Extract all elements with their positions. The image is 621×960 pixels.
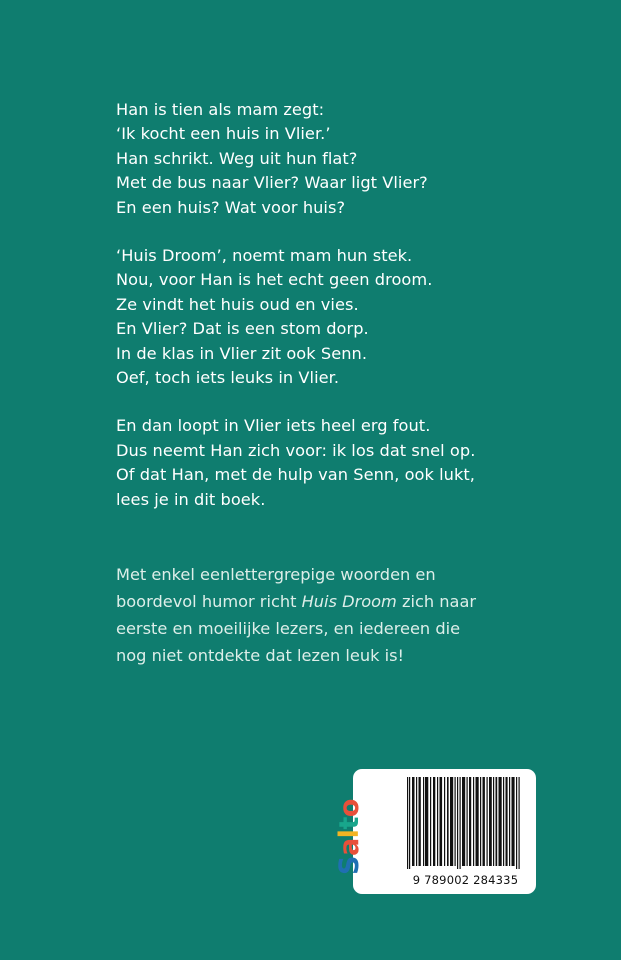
publisher-logo-text (336, 799, 364, 875)
blurb-line: En dan loopt in Vlier iets heel erg fout. (116, 416, 431, 436)
blurb-stanza-3 (116, 414, 536, 512)
blurb-line: ‘Huis Droom’, noemt mam hun stek. (116, 246, 413, 266)
description-line: nog niet ontdekte dat lezen leuk is! (116, 646, 405, 665)
publisher-logo (334, 779, 394, 883)
description-line: eerste en moeilijke lezers, en iedereen die (116, 619, 461, 638)
blurb-line: Nou, voor Han is het echt geen droom. (116, 270, 433, 290)
story-blurb (116, 98, 536, 536)
logo-letter-a: a (334, 838, 365, 857)
isbn-barcode (406, 777, 523, 873)
description-line (116, 588, 536, 615)
isbn-number: 9 789002 284335 (412, 873, 519, 887)
logo-letter-t: t (334, 817, 365, 830)
description-line: Met enkel eenlettergrepige woorden en (116, 565, 436, 584)
barcode-panel (334, 769, 536, 894)
blurb-line: In de klas in Vlier zit ook Senn. (116, 343, 368, 363)
blurb-line: Dus neemt Han zich voor: ik los dat snel op. (116, 440, 476, 460)
blurb-stanza-2 (116, 244, 536, 390)
description-text: boordevol humor richt (116, 592, 302, 611)
blurb-line: En een huis? Wat voor huis? (116, 197, 346, 217)
blurb-line: Of dat Han, met de hulp van Senn, ook lukt, (116, 465, 476, 485)
blurb-line: Han schrikt. Weg uit hun flat? (116, 148, 358, 168)
book-description (116, 561, 536, 669)
blurb-stanza-1 (116, 98, 536, 220)
logo-letter-s: S (334, 856, 365, 875)
blurb-line: Han is tien als mam zegt: (116, 100, 325, 119)
barcode-graphic (406, 777, 523, 873)
blurb-line: lees je in dit boek. (116, 489, 266, 509)
logo-letter-o: o (334, 799, 365, 818)
blurb-line: Oef, toch iets leuks in Vlier. (116, 368, 340, 388)
logo-letter-l: l (334, 829, 365, 839)
blurb-line: Ze vindt het huis oud en vies. (116, 294, 359, 314)
description-text: zich naar (396, 592, 477, 611)
blurb-line: Met de bus naar Vlier? Waar ligt Vlier? (116, 173, 428, 193)
blurb-line: En Vlier? Dat is een stom dorp. (116, 319, 369, 339)
book-title: Huis Droom (301, 592, 397, 611)
blurb-line: ‘Ik kocht een huis in Vlier.’ (116, 124, 331, 144)
